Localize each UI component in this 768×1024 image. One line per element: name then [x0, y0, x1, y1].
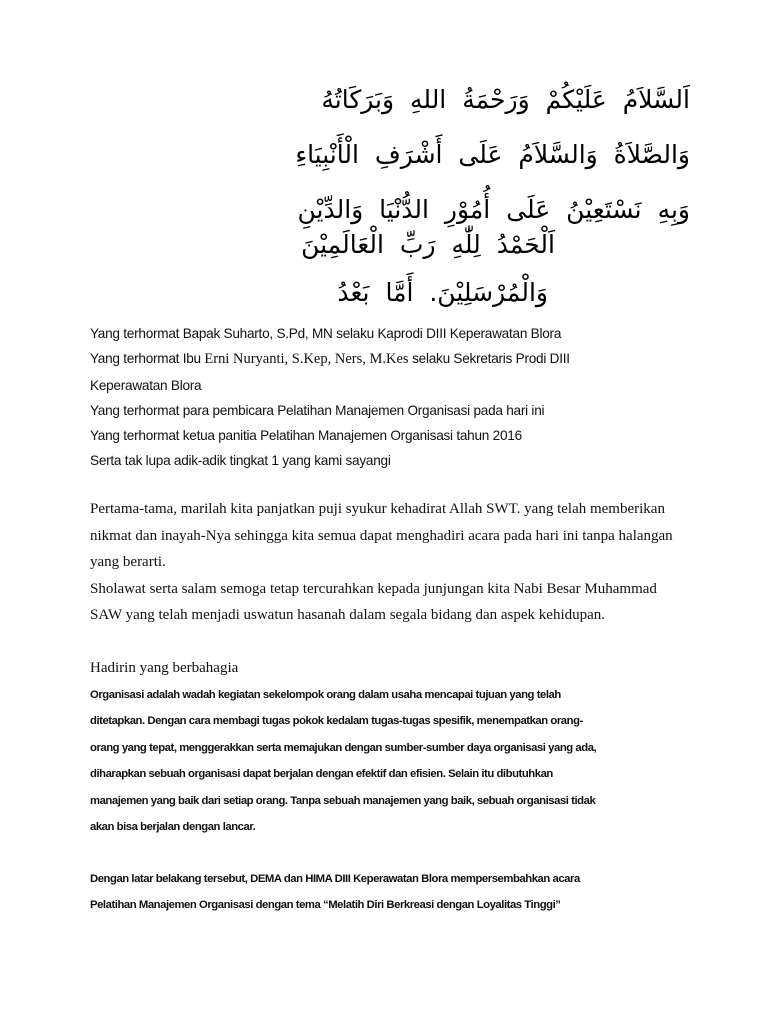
greeting-line: Yang terhormat Bapak Suharto, S.Pd, MN selaku Kaprodi DIII Keperawatan Blora: [90, 326, 562, 341]
arabic-hamdalah-line: اَلْحَمْدُ لِلّٰهِ رَبِّ الْعَالَمِيْنَ: [301, 230, 555, 259]
greeting-line: [90, 346, 570, 372]
greeting-name: Erni Nuryanti, S.Kep, Ners, M.Kes: [204, 351, 409, 368]
hadirin-heading: Hadirin yang berbahagia: [90, 660, 239, 676]
paragraph-line: SAW yang telah menjadi uswatun hasanah dalam segala bidang dan aspek kehidupan.: [90, 607, 606, 624]
paragraph-line: nikmat dan inayah-Nya sehingga kita semua dapat menghadiri acara pada hari ini tanpa halangan: [90, 527, 673, 544]
paragraph-line: manajemen yang baik dari setiap orang. Tanpa sebuah manajemen yang baik, sebuah organisasi tidak: [90, 794, 596, 807]
paragraph-line: Sholawat serta salam semoga tetap tercurahkan kepada junjungan kita Nabi Besar Muhammad: [90, 580, 657, 597]
greeting-line: Yang terhormat ketua panitia Pelatihan Manajemen Organisasi tahun 2016: [90, 428, 522, 444]
opening-paragraph: [90, 496, 673, 629]
paragraph-line: akan bisa berjalan dengan lancar.: [90, 821, 256, 834]
greetings-block: [90, 321, 570, 474]
paragraph-line: ditetapkan. Dengan cara membagi tugas pokok kedalam tugas-tugas spesifik, menempatkan orang-: [90, 715, 583, 728]
organisasi-paragraph: [90, 682, 596, 840]
arabic-amma-badu-line: وَالْمُرْسَلِيْنَ. أَمَّا بَعْدُ: [337, 278, 548, 307]
paragraph-line: Dengan latar belakang tersebut, DEMA dan HIMA DIII Keperawatan Blora mempersembahkan acara: [90, 873, 580, 885]
paragraph-line: yang berarti.: [90, 554, 166, 571]
greeting-text: Yang terhormat Ibu: [90, 351, 205, 367]
paragraph-line: Pertama-tama, marilah kita panjatkan puji syukur kehadirat Allah SWT. yang telah memberikan: [90, 501, 665, 517]
greeting-line: Keperawatan Blora: [90, 377, 202, 393]
greeting-line: Serta tak lupa adik-adik tingkat 1 yang kami sayangi: [90, 453, 391, 469]
greeting-line: Yang terhormat para pembicara Pelatihan Manajemen Organisasi pada hari ini: [90, 402, 545, 418]
greeting-text: selaku Sekretaris Prodi DIII: [408, 351, 570, 367]
paragraph-line: diharapkan sebuah organisasi dapat berjalan dengan efektif dan efisien. Selain itu dibutuhkan: [90, 768, 553, 781]
paragraph-line: orang yang tepat, menggerakkan serta memajukan dengan sumber-sumber daya organisasi yang ada,: [90, 741, 597, 754]
arabic-salam-line: اَلسَّلاَمُ عَلَيْكُمْ وَرَحْمَةُ اللهِ وَبَرَكَاتُهُ: [321, 85, 690, 114]
arabic-salawat-line: وَالصَّلاَةُ وَالسَّلاَمُ عَلَى أَشْرَفِ الْأَنْبِيَاءِ: [295, 140, 690, 169]
paragraph-line: Pelatihan Manajemen Organisasi dengan tema “Melatih Diri Berkreasi dengan Loyalitas Tinggi”: [90, 899, 561, 912]
closing-paragraph: [90, 866, 580, 919]
paragraph-line: Organisasi adalah wadah kegiatan sekelompok orang dalam usaha mencapai tujuan yang telah: [90, 689, 561, 701]
arabic-doa-line: وَبِهِ نَسْتَعِيْنُ عَلَى أُمُوْرِ الدُّنْيَا وَالدِّيْنِ: [297, 195, 690, 224]
